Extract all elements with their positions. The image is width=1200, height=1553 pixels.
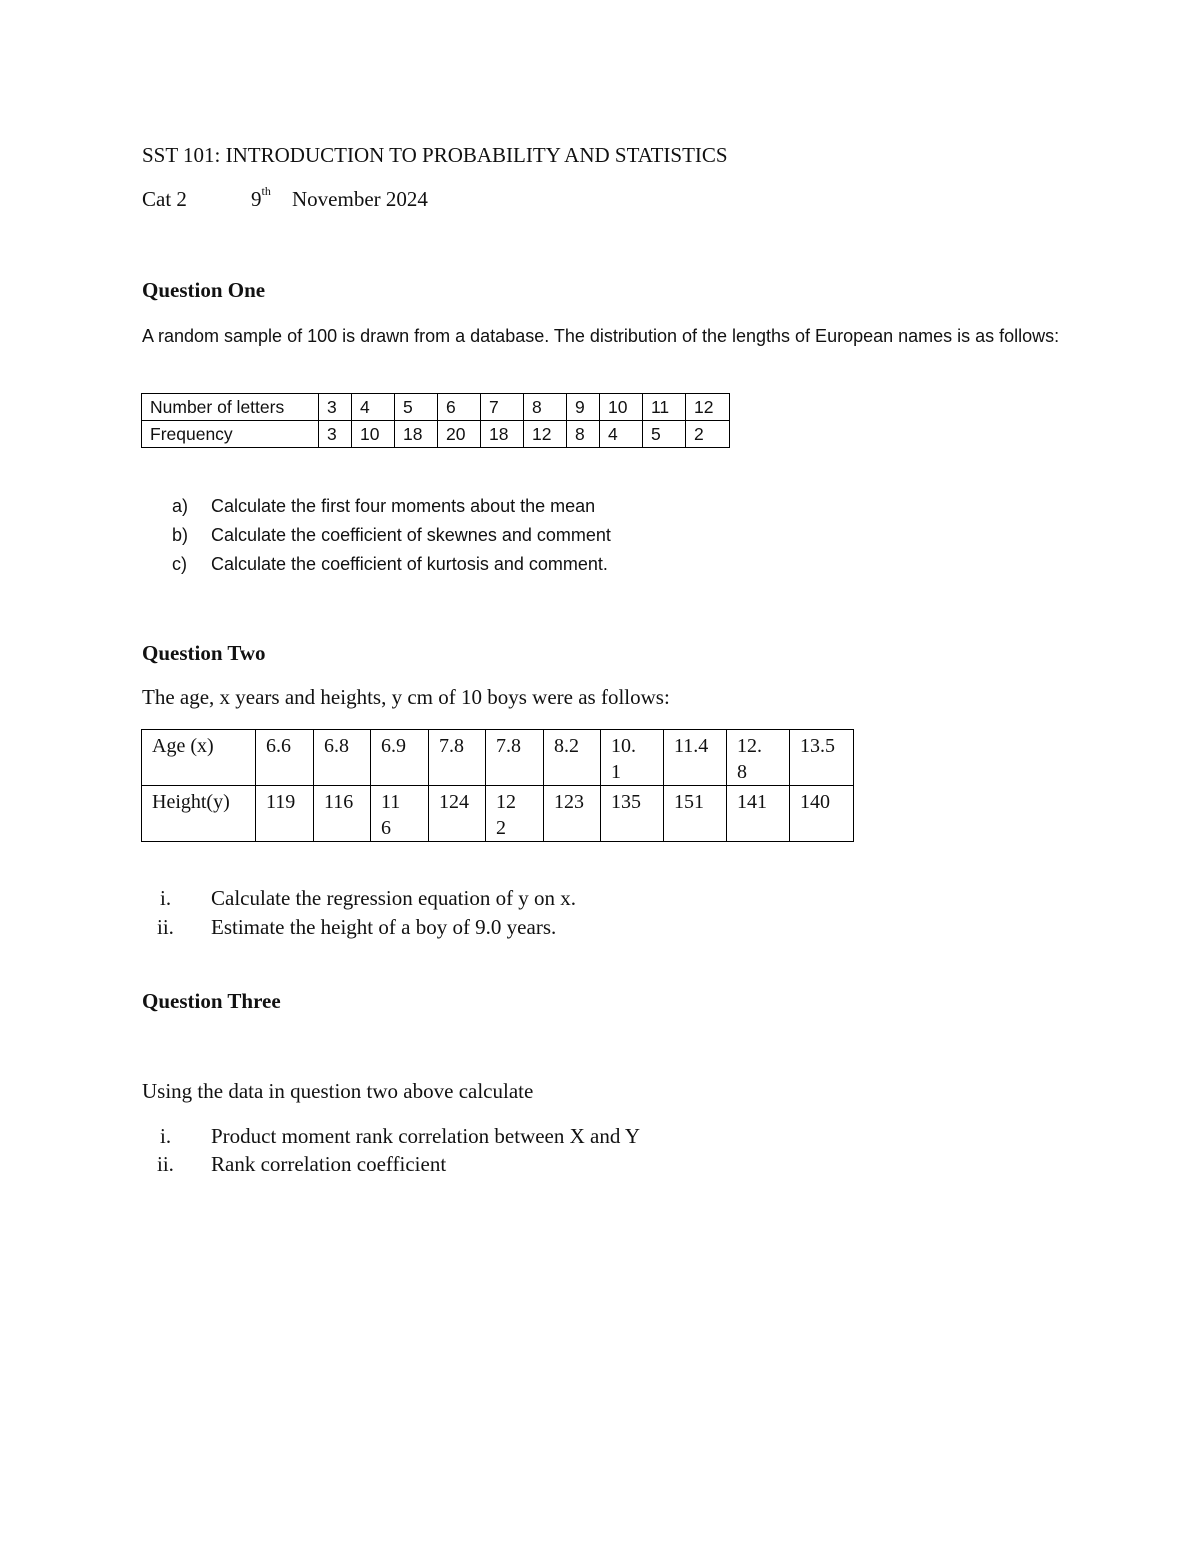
table-cell: 6.9 bbox=[371, 730, 429, 786]
table-cell: 141 bbox=[727, 786, 790, 842]
question-two-text: The age, x years and heights, y cm of 10 boys were as follows: bbox=[142, 685, 670, 709]
table-cell: 2 bbox=[686, 421, 730, 448]
date-day-number: 9 bbox=[251, 187, 262, 211]
table-cell: 140 bbox=[790, 786, 854, 842]
table-cell: 7.8 bbox=[486, 730, 544, 786]
date-day bbox=[251, 184, 271, 212]
list-text: Rank correlation coefficient bbox=[211, 1152, 447, 1176]
table-cell: 20 bbox=[438, 421, 481, 448]
table-row-label bbox=[142, 786, 256, 842]
question-one-heading: Question One bbox=[142, 278, 266, 302]
table-cell bbox=[486, 786, 544, 842]
table-cell: 6.6 bbox=[256, 730, 314, 786]
list-text: Calculate the first four moments about the mean bbox=[211, 496, 596, 516]
table-cell: 12 bbox=[686, 394, 730, 421]
list-item bbox=[142, 1124, 742, 1152]
table-cell: 135 bbox=[601, 786, 664, 842]
table-cell: 124 bbox=[429, 786, 486, 842]
document-title: SST 101: INTRODUCTION TO PROBABILITY AND STATISTICS bbox=[142, 143, 728, 167]
table-cell: 5 bbox=[643, 421, 686, 448]
table-row-age bbox=[142, 730, 854, 786]
table-cell: 4 bbox=[352, 394, 395, 421]
question-three-text: Using the data in question two above calculate bbox=[142, 1079, 534, 1103]
wrapped-cell-text: 12.8 bbox=[737, 735, 762, 783]
table-cell bbox=[601, 730, 664, 786]
list-text: Calculate the coefficient of kurtosis and comment. bbox=[211, 554, 608, 574]
table-cell bbox=[371, 786, 429, 842]
wrapped-cell-text: 10.1 bbox=[611, 735, 636, 783]
table-cell: 11 bbox=[643, 394, 686, 421]
table-cell: 12 bbox=[524, 421, 567, 448]
table-row-frequency bbox=[142, 421, 730, 448]
table-cell: 13.5 bbox=[790, 730, 854, 786]
date-month-year: November 2024 bbox=[292, 187, 428, 211]
table-cell: 4 bbox=[600, 421, 643, 448]
wrapped-cell-text: Height(y) bbox=[152, 791, 230, 813]
table-cell: 7.8 bbox=[429, 730, 486, 786]
table-cell: 11.4 bbox=[664, 730, 727, 786]
table-cell: 6 bbox=[438, 394, 481, 421]
table-cell: 123 bbox=[544, 786, 601, 842]
question-two-heading: Question Two bbox=[142, 641, 266, 665]
table-cell: 6.8 bbox=[314, 730, 371, 786]
date-day-suffix: th bbox=[261, 184, 271, 198]
list-text: Calculate the regression equation of y on x. bbox=[211, 886, 577, 910]
table-row-label: Age (x) bbox=[142, 730, 256, 786]
table-cell: 151 bbox=[664, 786, 727, 842]
list-marker: ii. bbox=[157, 1152, 174, 1176]
list-text: Calculate the coefficient of skewnes and comment bbox=[211, 525, 611, 545]
table-cell: 9 bbox=[567, 394, 600, 421]
table-cell: 8.2 bbox=[544, 730, 601, 786]
table-row-letters bbox=[142, 394, 730, 421]
table-cell: 10 bbox=[352, 421, 395, 448]
table-cell: 10 bbox=[600, 394, 643, 421]
list-marker: a) bbox=[172, 496, 189, 516]
list-marker: i. bbox=[160, 886, 172, 910]
table-cell: 5 bbox=[395, 394, 438, 421]
list-item bbox=[142, 886, 742, 914]
table-row-label: Frequency bbox=[142, 421, 319, 448]
table-row-height bbox=[142, 786, 854, 842]
table-cell: 18 bbox=[481, 421, 524, 448]
list-item bbox=[142, 1152, 742, 1180]
list-marker: i. bbox=[160, 1124, 172, 1148]
table-cell bbox=[727, 730, 790, 786]
table-cell: 116 bbox=[314, 786, 371, 842]
list-item bbox=[142, 915, 742, 943]
table-cell: 3 bbox=[319, 394, 352, 421]
table-cell: 119 bbox=[256, 786, 314, 842]
list-marker: ii. bbox=[157, 915, 174, 939]
table-cell: 3 bbox=[319, 421, 352, 448]
table-row-label: Number of letters bbox=[142, 394, 319, 421]
list-marker: b) bbox=[172, 525, 189, 545]
list-marker: c) bbox=[172, 554, 187, 574]
table-cell: 8 bbox=[567, 421, 600, 448]
question-one-text: A random sample of 100 is drawn from a database. The distribution of the lengths of European names is as follows: bbox=[142, 326, 1060, 346]
table-cell: 8 bbox=[524, 394, 567, 421]
list-text: Estimate the height of a boy of 9.0 years. bbox=[211, 915, 557, 939]
question-three-heading: Question Three bbox=[142, 989, 281, 1013]
list-text: Product moment rank correlation between X and Y bbox=[211, 1124, 641, 1148]
table-cell: 18 bbox=[395, 421, 438, 448]
table-cell: 7 bbox=[481, 394, 524, 421]
cat-label: Cat 2 bbox=[142, 187, 187, 211]
wrapped-cell-text: 122 bbox=[496, 791, 516, 839]
name-length-table bbox=[141, 393, 730, 448]
age-height-table bbox=[141, 729, 854, 842]
wrapped-cell-text: 116 bbox=[381, 791, 401, 839]
